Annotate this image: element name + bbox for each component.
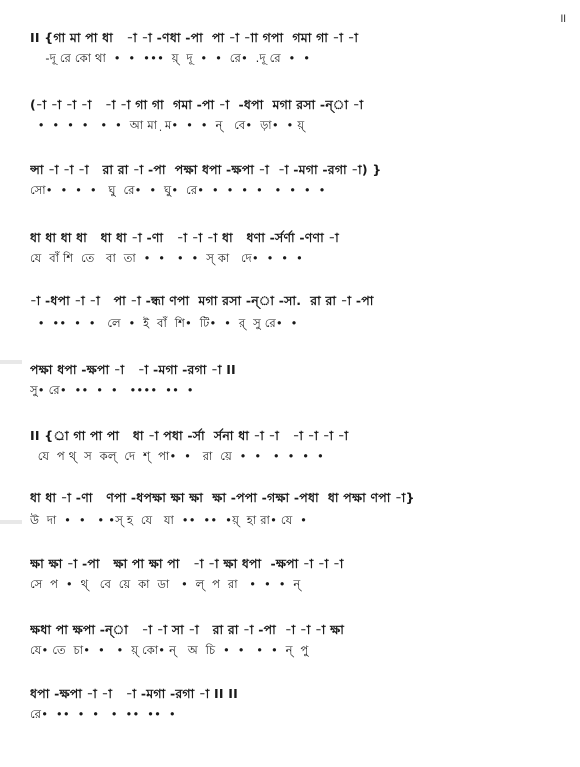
notation-line-7: II {র্া গা পা পা ধা -া পধা -র্সা র্সনা ধা -া -া -া -া -া -া [30,428,349,443]
lyric-line-2: • • • • • • আ মা় ম• • • ন্ বে• ড়া• • য়্ [30,118,305,132]
notation-line-10: ক্ষধা পা ক্ষপা -ন্া -া -া সা -া রা রা -া -পা -া -া -া ক্ষা [30,622,345,637]
lyric-line-7: যে প থ্ স কল্ দে শ্ পা• • রা য়ে • • • • • • [30,449,324,463]
notation-line-11: ধপা -ক্ষপা -া -া -া -মগা -রগা -া II II [30,686,238,701]
scan-edge-mark [0,520,22,524]
page-corner-mark: ll [560,14,566,25]
scan-edge-mark [0,360,22,364]
lyric-line-4: যে বাঁ শি তে বা তা • • • • স্ কা দে• • • • [30,251,303,265]
notation-line-6: পক্ষা ধপা -ক্ষপা -া -া -মগা -রগা -া II [30,362,236,377]
lyric-line-6: সু• রে• •• • • •••• •• • [30,383,194,397]
notation-line-8: ধা ধা -া -ণা ণপা -ধপক্ষা ক্ষা ক্ষা ক্ষা -পপা -গক্ষা -পধা ধা পক্ষা ণপা -া} [30,490,415,505]
notation-line-4: ধা ধা ধা ধা ধা ধা -া -ণা -া -া -া ধা ধণা -র্সর্ণা -ণণা -া [30,230,339,245]
lyric-line-1: -দূ রে কো থা • • ••• য়্ দূ • • রে• .দূ রে • • [30,51,311,65]
lyric-line-8: উ দা • • • •স্ হ যে যা •• •• •য়্ হা রা• যে • [30,513,308,527]
lyric-line-10: যে• তে চা• • • য়্ কো• ন্ অ চি • • • • ন্ পু [30,643,309,657]
notation-line-9: ক্ষা ক্ষা -া -পা ক্ষা পা ক্ষা পা -া -া ক্ষা ধপা -ক্ষপা -া -া -া [30,556,344,571]
lyric-line-11: রে• •• • • • •• •• • [30,707,176,721]
lyric-line-5: • •• • • লে • ই বাঁ শি• টি• • র্ সু রে• • [30,316,298,330]
notation-line-1: II {গা মা পা ধা -া -া -ণধা -পা পা -া -াা গপা গমা গা -া -া [30,30,359,45]
notation-line-5: -া -ধপা -া -া পা -া -ন্ধা ণপা মগা রসা -ন্া -সা. রা রা -া -পা [30,293,374,308]
notation-line-2: (-া -া -া -া -া -া গা গা গমা -পা -া -ধপা মগা রসা -ন্া -া [30,97,364,112]
notation-line-3: ন্সা -া -া -া রা রা -া -পা পক্ষা ধপা -ক্ষপা -া -া -মগা -রগা -া) } [30,162,382,177]
lyric-line-3: সো• • • • ঘু রে• • ঘু• রে• • • • • • • • • [30,183,326,197]
lyric-line-9: সে প • থ্ বে য়ে কা ডা • ল্ প রা • • • ন্ [30,577,301,591]
